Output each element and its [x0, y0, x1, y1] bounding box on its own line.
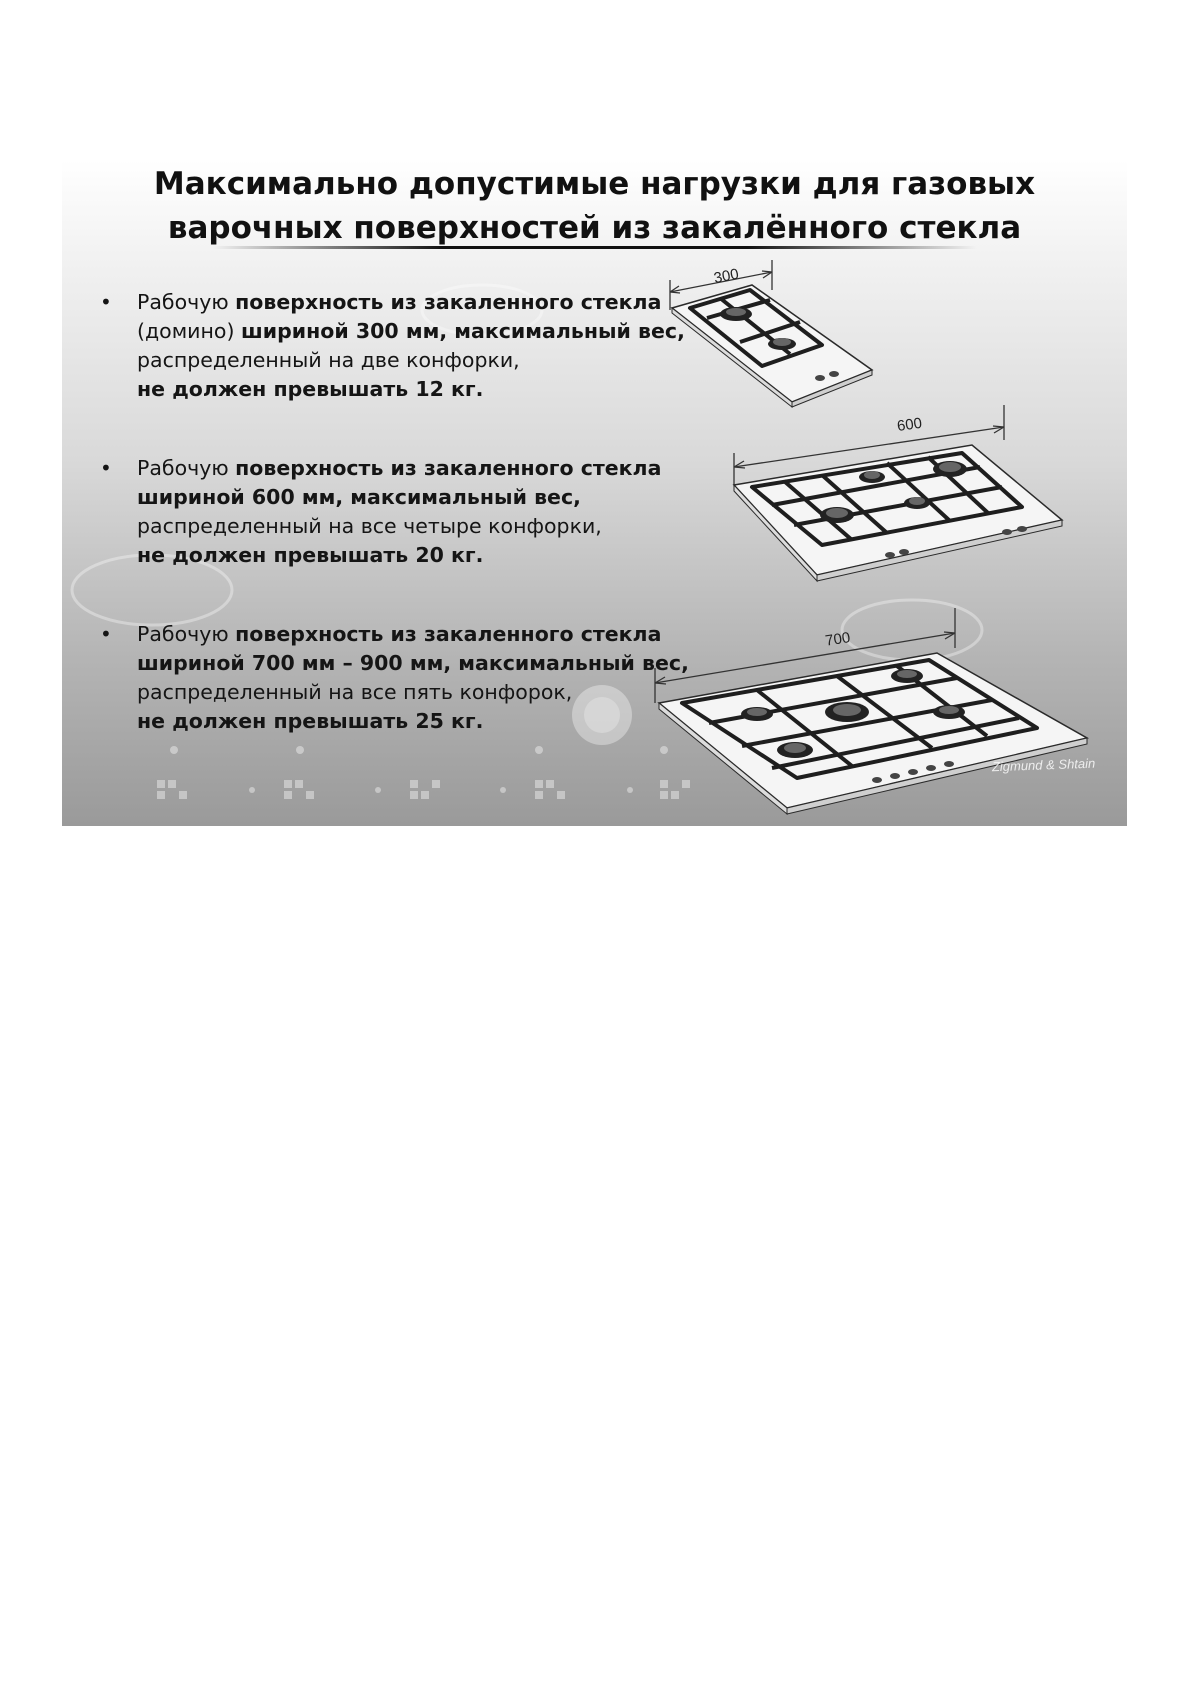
title-line-1: Максимально допустимые нагрузки для газовых [153, 166, 1036, 202]
dimension-label: 700 [824, 629, 852, 650]
max-weight-value: 25 кг. [415, 709, 484, 733]
hob-700-illustration [647, 608, 1102, 826]
bullet-icon: • [100, 622, 112, 646]
bullet-icon: • [100, 456, 112, 480]
item-text-bold: поверхность из закаленного стекла [235, 622, 662, 646]
max-weight-value: 12 кг. [415, 377, 484, 401]
item-text-bold: поверхность из закаленного стекла [235, 456, 662, 480]
item-text: (домино) [137, 319, 241, 343]
max-weight-value: 20 кг. [415, 543, 484, 567]
list-item-700-900mm [100, 620, 689, 786]
item-text: распределенный на две конфорки, [137, 348, 520, 372]
page-title [62, 162, 1127, 250]
info-panel [62, 160, 1127, 826]
item-text-bold: шириной 300 мм, максимальный вес, [240, 319, 685, 343]
title-line-2: варочных поверхностей из закалённого стекла [167, 210, 1022, 246]
hob-body [659, 653, 1087, 814]
bullet-icon: • [100, 290, 112, 314]
item-text-bold: шириной 600 мм, максимальный вес, [137, 485, 581, 509]
hob-300-illustration [662, 260, 902, 410]
dimension-label: 300 [712, 265, 741, 287]
brand-logo: Zigmund & Shtain [991, 755, 1096, 775]
load-limits-list [100, 288, 689, 786]
hob-600-illustration [722, 405, 1072, 595]
item-text-bold: шириной 700 мм – 900 мм, максимальный вес, [137, 651, 689, 675]
item-text: распределенный на все пять конфорок, [137, 680, 573, 704]
list-item-300mm [100, 288, 689, 454]
title-underline [212, 246, 977, 249]
dimension-label: 600 [895, 414, 924, 436]
item-text-bold: поверхность из закаленного стекла [235, 290, 662, 314]
item-text: Рабочую [137, 622, 236, 646]
item-text-bold: не должен превышать [137, 709, 416, 733]
item-text: Рабочую [137, 456, 236, 480]
item-text: Рабочую [137, 290, 236, 314]
list-item-600mm [100, 454, 689, 620]
item-text: распределенный на все четыре конфорки, [137, 514, 602, 538]
item-text-bold: не должен превышать [137, 543, 416, 567]
item-text-bold: не должен превышать [137, 377, 416, 401]
